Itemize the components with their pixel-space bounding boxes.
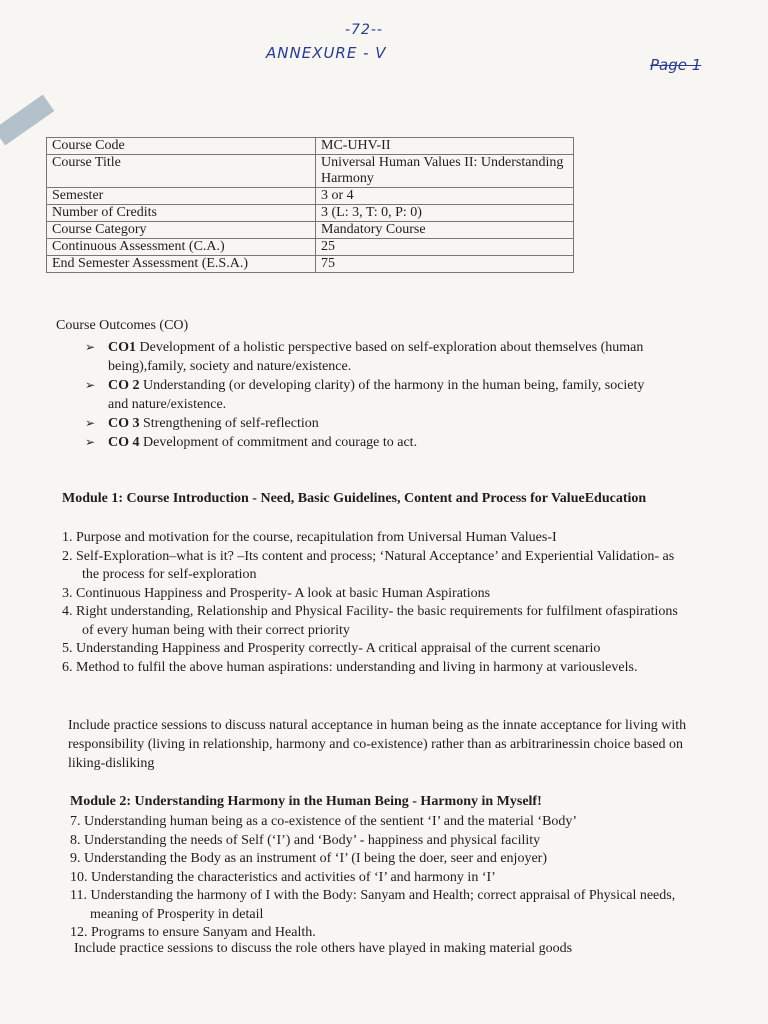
table-row [47, 256, 574, 273]
list-item [85, 433, 655, 452]
list-item [85, 338, 655, 376]
table-key: Course Category [47, 222, 316, 239]
list-item: 10. Understanding the characteristics and activities of ‘I’ and harmony in ‘I’ [70, 869, 496, 885]
table-key: Number of Credits [47, 205, 316, 222]
table-row [47, 239, 574, 256]
list-item [85, 414, 655, 433]
table-key: Course Title [47, 155, 316, 188]
module1-title: Module 1: Course Introduction - Need, Basic Guidelines, Content and Process for ValueEducation [62, 491, 647, 506]
list-item: 1. Purpose and motivation for the course, recapitulation from Universal Human Values-I [62, 530, 557, 545]
table-key: End Semester Assessment (E.S.A.) [47, 256, 316, 273]
co-text: Understanding (or developing clarity) of the harmony in the human being, family, society and nature/existence. [108, 378, 645, 412]
list-item: 8. Understanding the needs of Self (‘I’) and ‘Body’ - happiness and physical facility [70, 832, 541, 848]
list-item [85, 376, 655, 414]
table-row [47, 155, 574, 188]
handwritten-annexure-label: ANNEXURE - V [266, 44, 387, 62]
list-item: 6. Method to fulfil the above human aspirations: understanding and living in harmony at variouslevels. [62, 659, 638, 675]
table-row [47, 138, 574, 155]
course-outcomes-heading: Course Outcomes (CO) [56, 318, 189, 333]
table-value: Mandatory Course [316, 222, 574, 239]
course-details-table [46, 137, 574, 273]
table-row [47, 222, 574, 239]
table-value: 3 (L: 3, T: 0, P: 0) [316, 205, 574, 222]
page-label-text: Page 1 [650, 56, 702, 74]
table-value: 25 [316, 239, 574, 256]
module2-list [70, 813, 690, 943]
co-code: CO 3 [108, 416, 140, 431]
table-value: Universal Human Values II: Understanding Harmony [316, 155, 574, 188]
module1-note: Include practice sessions to discuss natural acceptance in human being as the innate acceptance for living with responsibility (living in relationship, harmony and co-existence) rather than as arbitrarinessin choice based on liking-disliking [68, 718, 687, 771]
course-outcomes-list [85, 338, 655, 452]
module1-list [62, 529, 687, 677]
list-item: 2. Self-Exploration–what is it? –Its content and process; ‘Natural Acceptance’ and Experiential Validation- as the process for self-exploration [62, 548, 675, 582]
list-item: 9. Understanding the Body as an instrument of ‘I’ (I being the doer, seer and enjoyer) [70, 851, 547, 866]
module2-title: Module 2: Understanding Harmony in the Human Being - Harmony in Myself! [70, 794, 542, 809]
list-item: 12. Programs to ensure Sanyam and Health. [70, 925, 316, 940]
co-text: Development of commitment and courage to act. [143, 435, 418, 450]
list-item: 3. Continuous Happiness and Prosperity- A look at basic Human Aspirations [62, 585, 491, 601]
table-row [47, 188, 574, 205]
co-code: CO 4 [108, 435, 140, 450]
table-key: Course Code [47, 138, 316, 155]
handwritten-page-number: -72-- [345, 22, 383, 38]
table-value: 75 [316, 256, 574, 273]
co-code: CO 2 [108, 378, 140, 393]
handwritten-page-label [650, 56, 701, 74]
co-text: Development of a holistic perspective based on self-exploration about themselves (human being),family, society and nature/existence. [108, 340, 644, 374]
co-code: CO1 [108, 340, 136, 355]
module2-note: Include practice sessions to discuss the role others have played in making material goods [74, 941, 573, 956]
list-item: 7. Understanding human being as a co-existence of the sentient ‘I’ and the material ‘Body’ [70, 814, 578, 829]
table-key: Continuous Assessment (C.A.) [47, 239, 316, 256]
table-value: MC-UHV-II [316, 138, 574, 155]
list-item: 4. Right understanding, Relationship and Physical Facility- the basic requirements for fulfilment ofaspirations of every human being with their correct priority [62, 604, 678, 638]
table-key: Semester [47, 188, 316, 205]
list-item: 11. Understanding the harmony of I with the Body: Sanyam and Health; correct appraisal of Physical needs, meaning of Prosperity in detail [70, 888, 676, 922]
list-item: 5. Understanding Happiness and Prosperity correctly- A critical appraisal of the current scenario [62, 641, 601, 656]
co-text: Strengthening of self-reflection [143, 416, 319, 431]
table-row [47, 205, 574, 222]
table-value: 3 or 4 [316, 188, 574, 205]
